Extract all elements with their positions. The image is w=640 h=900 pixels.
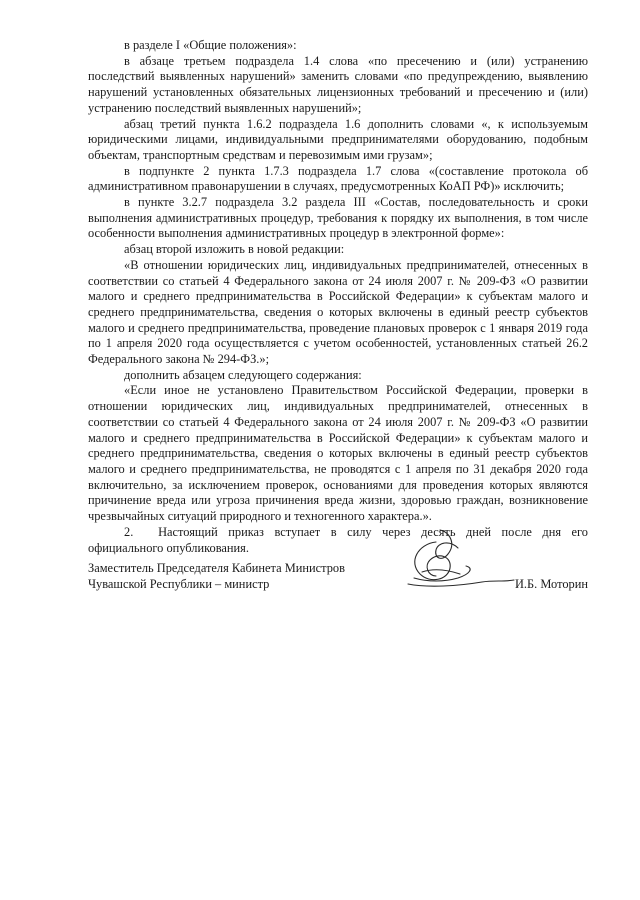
paragraph: в пункте 3.2.7 подраздела 3.2 раздела III «Состав, последовательность и сроки выполнения административных процедур, требования к порядку их выполнения, в том числе особенности выполнения административных процедур в электронной форме»: [88, 195, 588, 241]
signatory-position-line-1: Заместитель Председателя Кабинета Министров [88, 561, 345, 575]
paragraph: в подпункте 2 пункта 1.7.3 подраздела 1.7 слова «(составление протокола об административном правонарушении в случаях, предусмотренных КоАП РФ)» исключить; [88, 163, 588, 194]
signatory-name: И.Б. Моторин [514, 577, 588, 591]
paragraph: в разделе I «Общие положения»: [124, 38, 297, 52]
paragraph: дополнить абзацем следующего содержания: [124, 367, 362, 382]
handwritten-signature [378, 522, 518, 602]
paragraph: в абзаце третьем подраздела 1.4 слова «по пресечению и (или) устранению последствий выявленных нарушений» заменить словами «по предупреждению, выявлению нарушений установленных обязательных лицензионных требований и пресечению и (или) устранению последствий выявленных нарушений»; [88, 53, 588, 115]
signatory-position-line-2: Чувашской Республики – министр [88, 577, 270, 591]
paragraph: абзац третий пункта 1.6.2 подраздела 1.6 дополнить словами «, к используемым юридическими лицами, индивидуальными предпринимателями оборудованию, подобным объектам, транспортным средствам и перевозимым ими грузам»; [88, 116, 588, 162]
signatory-position [88, 560, 345, 592]
paragraph-item-2: 2. Настоящий приказ вступает в силу через десять дней после дня его официального опубликования. [88, 524, 588, 555]
document-body [88, 38, 588, 556]
paragraph: «Если иное не установлено Правительством Российской Федерации, проверки в отношении юридических лиц, индивидуальных предпринимателей, отнесенных в соответствии со статьей 4 Федерального закона от 24 июля 2007 г. № 209-ФЗ «О развитии малого и среднего предпринимательства в Российской Федерации» к субъектам малого и среднего предпринимательства, сведения о которых включены в единый реестр субъектов малого и среднего предпринимательства, не проводятся с 1 апреля по 31 декабря 2020 года включительно, за исключением проверок, основаниями для проведения которых являются причинение вреда или угроза причинения вреда жизни, здоровью граждан, возникновение чрезвычайных ситуаций природного и техногенного характера.». [88, 383, 588, 524]
paragraph: «В отношении юридических лиц, индивидуальных предпринимателей, отнесенных в соответствии со статьей 4 Федерального закона от 24 июля 2007 г. № 209-ФЗ «О развитии малого и среднего предпринимательства в Российской Федерации» к субъектам малого и среднего предпринимательства, сведения о которых включены в единый реестр субъектов малого и среднего предпринимательства, проведение плановых проверок с 1 января 2019 года по 1 апреля 2020 года осуществляется с учетом особенностей, установленных статьей 26.2 Федерального закона № 294-ФЗ.»; [88, 257, 588, 367]
paragraph: абзац второй изложить в новой редакции: [124, 242, 345, 257]
